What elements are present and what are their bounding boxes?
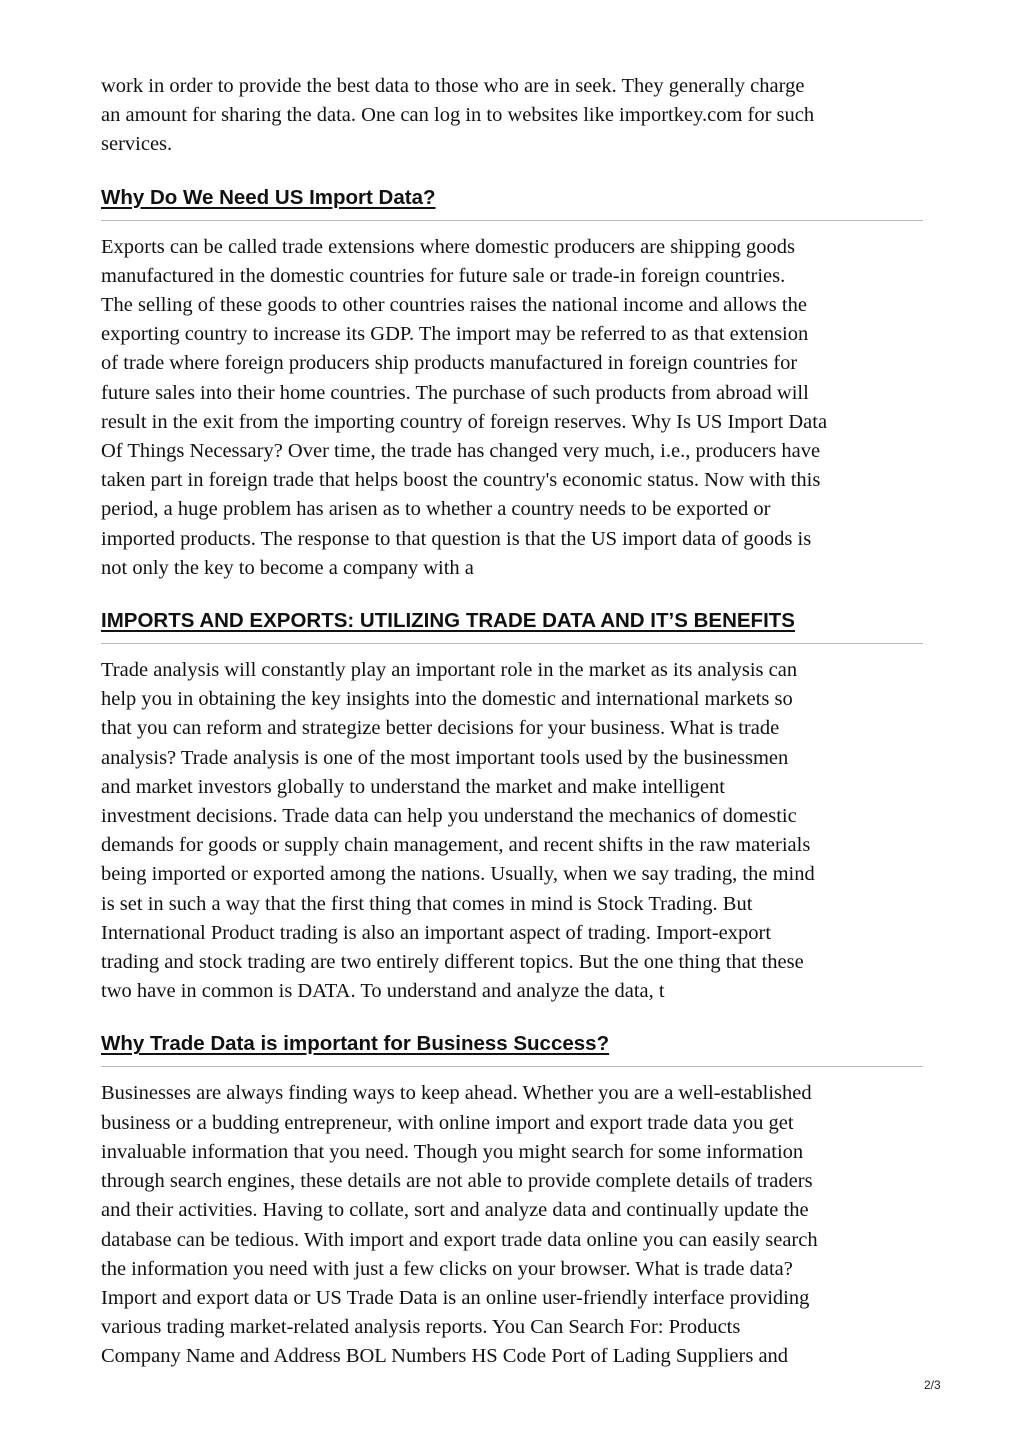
section-heading: Why Do We Need US Import Data? (101, 185, 436, 209)
text-line: an amount for sharing the data. One can log in to websites like importkey.com for such (101, 104, 815, 127)
text-line: and their activities. Having to collate, sort and analyze data and continually update the (101, 1199, 809, 1222)
text-line: through search engines, these details are not able to provide complete details of traders (101, 1170, 813, 1193)
text-line: services. (101, 133, 173, 156)
text-line: Businesses are always finding ways to keep ahead. Whether you are a well-established (101, 1082, 812, 1105)
text-line: help you in obtaining the key insights into the domestic and international markets so (101, 688, 793, 711)
text-line: the information you need with just a few clicks on your browser. What is trade data? (101, 1257, 793, 1280)
text-line: not only the key to become a company with a (101, 556, 474, 579)
text-line: result in the exit from the importing country of foreign reserves. Why Is US Import Data (101, 410, 828, 433)
text-line: work in order to provide the best data to those who are in seek. They generally charge (101, 75, 805, 97)
text-line: International Product trading is also an important aspect of trading. Import-export (101, 921, 772, 944)
text-line: Company Name and Address BOL Numbers HS Code Port of Lading Suppliers and (101, 1345, 789, 1368)
section-why-need-us-import-data (101, 184, 923, 583)
text-line: database can be tedious. With import and export trade data online you can easily search (101, 1228, 818, 1251)
text-line: two have in common is DATA. To understand and analyze the data, t (101, 980, 665, 1003)
section-why-trade-data-important (101, 1030, 923, 1371)
text-line: The selling of these goods to other countries raises the national income and allows the (101, 294, 807, 317)
text-line: Exports can be called trade extensions where domestic producers are shipping goods (101, 235, 795, 258)
text-line: imported products. The response to that question is that the US import data of goods is (101, 527, 812, 550)
text-line: business or a budding entrepreneur, with online import and export trade data you get (101, 1111, 794, 1134)
section-paragraph (101, 233, 923, 583)
section-divider (101, 1066, 923, 1067)
text-line: various trading market-related analysis reports. You Can Search For: Products (101, 1316, 741, 1339)
text-line: demands for goods or supply chain management, and recent shifts in the raw materials (101, 834, 811, 857)
text-line: that you can reform and strategize better decisions for your business. What is trade (101, 717, 780, 740)
text-line: taken part in foreign trade that helps boost the country's economic status. Now with this (101, 469, 821, 492)
page-number: 2/3 (924, 1378, 941, 1392)
text-line: of trade where foreign producers ship products manufactured in foreign countries for (101, 352, 798, 375)
text-line: manufactured in the domestic countries for future sale or trade-in foreign countries. (101, 264, 786, 287)
section-heading: IMPORTS AND EXPORTS: UTILIZING TRADE DATA AND IT’S BENEFITS (101, 609, 795, 633)
intro-paragraph (101, 72, 923, 160)
section-paragraph (101, 1079, 923, 1371)
text-line: invaluable information that you need. Though you might search for some information (101, 1140, 804, 1163)
text-line: Trade analysis will constantly play an important role in the market as its analysis can (101, 659, 798, 682)
section-paragraph (101, 656, 923, 1006)
text-line: Import and export data or US Trade Data is an online user-friendly interface providing (101, 1286, 810, 1309)
text-line: future sales into their home countries. The purchase of such products from abroad will (101, 381, 809, 404)
text-line: trading and stock trading are two entirely different topics. But the one thing that these (101, 951, 804, 974)
text-line: exporting country to increase its GDP. The import may be referred to as that extension (101, 323, 809, 346)
text-line: is set in such a way that the first thing that comes in mind is Stock Trading. But (101, 892, 753, 915)
section-heading: Why Trade Data is important for Business Success? (101, 1032, 610, 1056)
text-line: investment decisions. Trade data can help you understand the mechanics of domestic (101, 805, 797, 828)
section-imports-and-exports (101, 607, 923, 1006)
text-line: and market investors globally to understand the market and make intelligent (101, 775, 725, 798)
text-line: analysis? Trade analysis is one of the most important tools used by the businessmen (101, 746, 789, 769)
section-divider (101, 220, 923, 221)
section-divider (101, 643, 923, 644)
text-line: Of Things Necessary? Over time, the trade has changed very much, i.e., producers have (101, 440, 821, 463)
document-page (101, 72, 923, 1372)
text-line: period, a huge problem has arisen as to whether a country needs to be exported or (101, 498, 771, 521)
text-line: being imported or exported among the nations. Usually, when we say trading, the mind (101, 863, 815, 886)
